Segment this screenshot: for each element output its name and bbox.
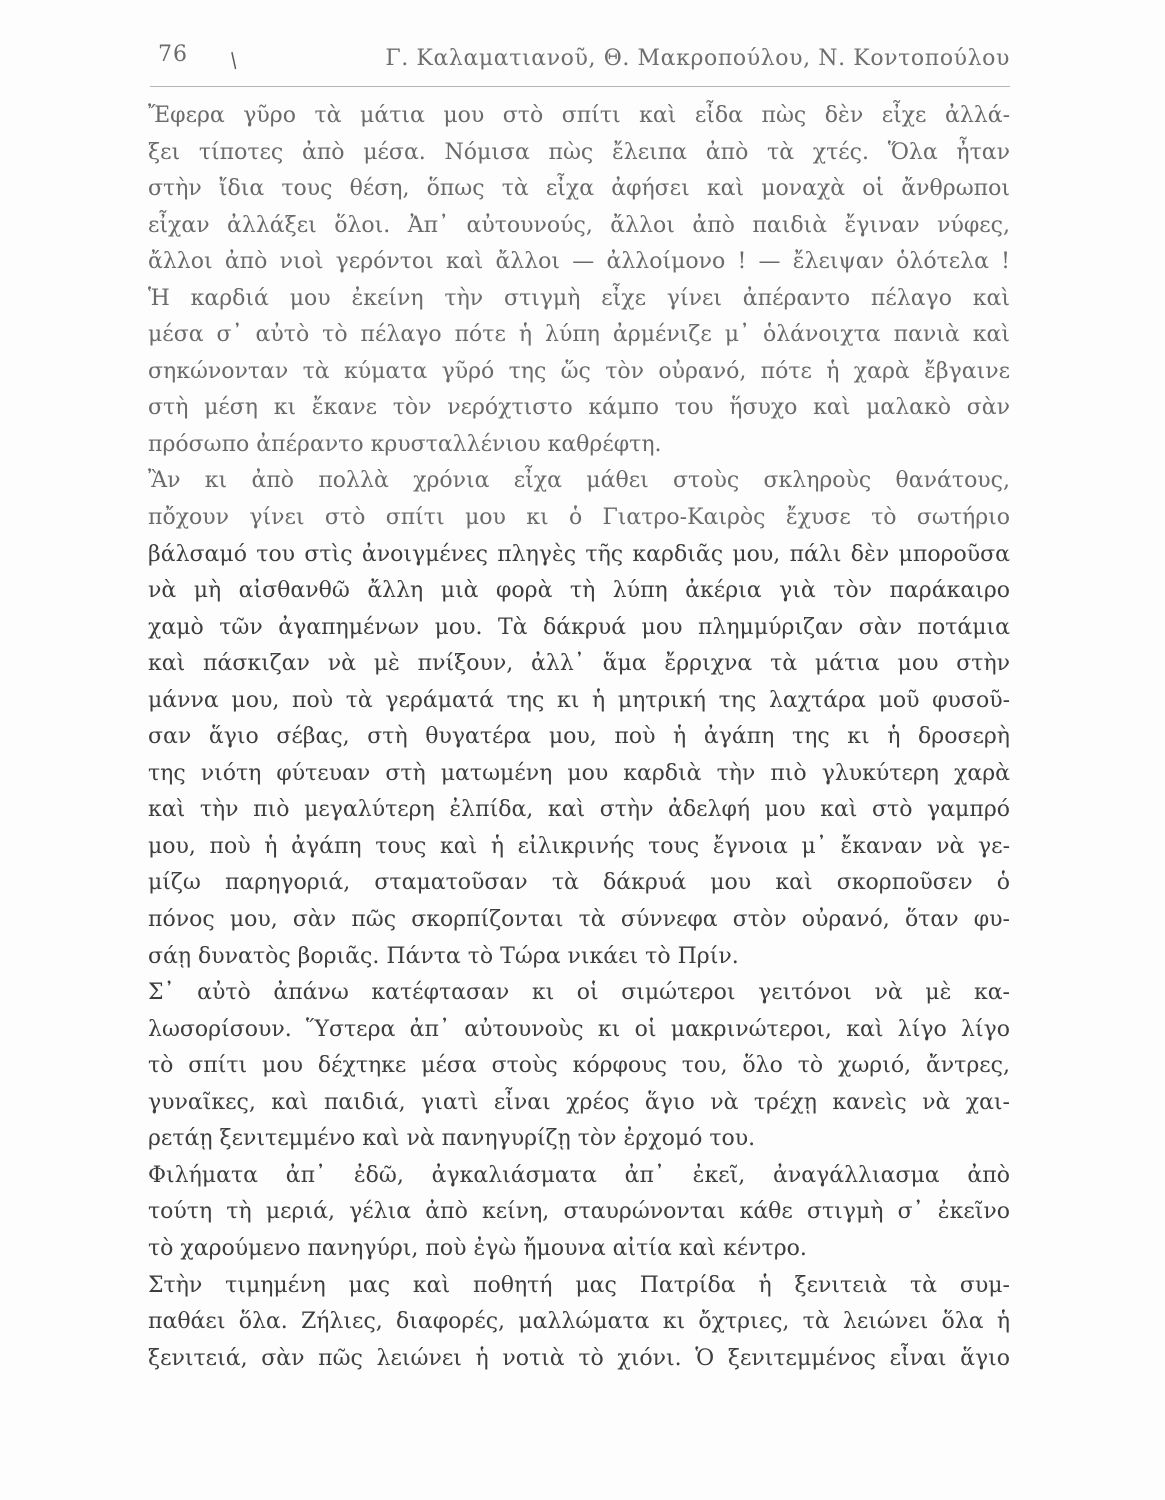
text-line: καὶ τὴν πιὸ μεγαλύτερη ἐλπίδα, καὶ στὴν ἀδελφή μου καὶ στὸ γαμπρό [148, 797, 1010, 823]
text-line: της νιότη φύτευαν στὴ ματωμένη μου καρδιὰ τὴν πιὸ γλυκύτερη χαρὰ [148, 760, 1010, 786]
text-line: νὰ μὴ αἰσθανθῶ ἄλλη μιὰ φορὰ τὴ λύπη ἀκέρια γιὰ τὸν παράκαιρο [148, 578, 1010, 604]
header-rule [150, 86, 1010, 87]
text-line: πρόσωπο ἀπέραντο κρυσταλλένιου καθρέφτη. [148, 431, 662, 457]
page-number: 76 [158, 42, 188, 67]
text-line: Ἔφερα γῦρο τὰ μάτια μου στὸ σπίτι καὶ εἶδα πὼς δὲν εἶχε ἀλλά- [148, 103, 1010, 128]
text-line: μίζω παρηγοριά, σταματοῦσαν τὰ δάκρυά μου καὶ σκορποῦσεν ὁ [148, 870, 1010, 896]
text-line: μέσα σ᾿ αὐτὸ τὸ πέλαγο πότε ἡ λύπη ἀρμένιζε μ᾿ ὁλάνοιχτα πανιὰ καὶ [148, 322, 1010, 348]
pen-mark: / [224, 47, 243, 73]
text-line: γυναῖκες, καὶ παιδιά, γιατὶ εἶναι χρέος ἅγιο νὰ τρέχῃ κανεὶς νὰ χαι- [148, 1089, 1010, 1115]
text-line: Φιλήματα ἀπ᾿ ἐδῶ, ἀγκαλιάσματα ἀπ᾿ ἐκεῖ, ἀναγάλλιασμα ἀπὸ [148, 1162, 1010, 1188]
text-line: τὸ σπίτι μου δέχτηκε μέσα στοὺς κόρφους του, ὅλο τὸ χωριό, ἄντρες, [148, 1053, 1010, 1079]
text-line: τούτη τὴ μεριά, γέλια ἀπὸ κείνη, σταυρώνονται κάθε στιγμὴ σ᾿ ἐκεῖνο [148, 1199, 1010, 1225]
text-line: εἶχαν ἀλλάξει ὅλοι. Ἀπ᾿ αὐτουνούς, ἄλλοι ἀπὸ παιδιὰ ἔγιναν νύφες, [148, 212, 1010, 238]
text-line: μάννα μου, ποὺ τὰ γεράματά της κι ἡ μητρική της λαχτάρα μοῦ φυσοῦ- [148, 687, 1010, 713]
text-line: παθάει ὅλα. Ζήλιες, διαφορές, μαλλώματα κι ὄχτριες, τὰ λειώνει ὅλα ἡ [148, 1309, 1010, 1335]
text-line: μου, ποὺ ἡ ἀγάπη τους καὶ ἡ εἰλικρινής τους ἔγνοια μ᾿ ἔκαναν νὰ γε- [148, 833, 1010, 859]
running-head-authors: Γ. Καλαματιανοῦ, Θ. Μακροπούλου, Ν. Κοντοπούλου [385, 46, 1010, 71]
text-line: ἄλλοι ἀπὸ νιοὶ γερόντοι καὶ ἄλλοι — ἀλλοίμονο ! — ἔλειψαν ὁλότελα ! [148, 249, 1010, 275]
text-line: πὄχουν γίνει στὸ σπίτι μου κι ὁ Γιατρο-Καιρὸς ἔχυσε τὸ σωτήριο [148, 505, 1010, 531]
text-line: Στὴν τιμημένη μας καὶ ποθητή μας Πατρίδα ἡ ξενιτειὰ τὰ συμ- [148, 1272, 1010, 1298]
running-head [150, 42, 1010, 82]
body-text [148, 98, 1010, 1377]
text-line: τὸ χαρούμενο πανηγύρι, ποὺ ἐγὼ ἤμουνα αἰτία καὶ κέντρο. [148, 1235, 807, 1261]
text-line: ξει τίποτες ἀπὸ μέσα. Νόμισα πὼς ἔλειπα ἀπὸ τὰ χτές. Ὅλα ἦταν [148, 139, 1010, 165]
text-line: σηκώνονταν τὰ κύματα γῦρό της ὥς τὸν οὐρανό, πότε ἡ χαρὰ ἔβγαινε [148, 358, 1010, 384]
text-line: βάλσαμό του στὶς ἀνοιγμένες πληγὲς τῆς καρδιᾶς μου, πάλι δὲν μποροῦσα [148, 541, 1010, 567]
text-line: σαν ἅγιο σέβας, στὴ θυγατέρα μου, ποὺ ἡ ἀγάπη της κι ἡ δροσερὴ [148, 724, 1010, 750]
text-line: πόνος μου, σὰν πῶς σκορπίζονται τὰ σύννεφα στὸν οὐρανό, ὅταν φυ- [148, 907, 1010, 933]
text-line: χαμὸ τῶν ἀγαπημένων μου. Τὰ δάκρυά μου πλημμύριζαν σὰν ποτάμια [148, 614, 1010, 640]
text-line: λωσορίσουν. Ὕστερα ἀπ᾿ αὐτουνοὺς κι οἱ μακρινώτεροι, καὶ λίγο λίγο [148, 1016, 1010, 1042]
text-line: Ἡ καρδιά μου ἐκείνη τὴν στιγμὴ εἶχε γίνει ἀπέραντο πέλαγο καὶ [148, 285, 1010, 311]
text-line: στὴ μέση κι ἔκανε τὸν νερόχτιστο κάμπο του ἥσυχο καὶ μαλακὸ σὰν [148, 395, 1010, 421]
text-line: ξενιτειά, σὰν πῶς λειώνει ἡ νοτιὰ τὸ χιόνι. Ὁ ξενιτεμμένος εἶναι ἅγιο [148, 1345, 1010, 1371]
text-line: ρετάῃ ξενιτεμμένο καὶ νὰ πανηγυρίζῃ τὸν ἐρχομό του. [148, 1126, 756, 1152]
text-line: Ἂν κι ἀπὸ πολλὰ χρόνια εἶχα μάθει στοὺς σκληροὺς θανάτους, [148, 468, 1010, 494]
text-line: στὴν ἴδια τους θέση, ὅπως τὰ εἶχα ἀφήσει καὶ μοναχὰ οἱ ἄνθρωποι [148, 176, 1010, 202]
text-line: σάῃ δυνατὸς βοριᾶς. Πάντα τὸ Τώρα νικάει τὸ Πρίν. [148, 943, 739, 969]
text-line: καὶ πάσκιζαν νὰ μὲ πνίξουν, ἀλλ᾿ ἅμα ἔρριχνα τὰ μάτια μου στὴν [148, 651, 1010, 677]
text-line: Σ᾿ αὐτὸ ἀπάνω κατέφτασαν κι οἱ σιμώτεροι γειτόνοι νὰ μὲ κα- [148, 980, 1010, 1006]
